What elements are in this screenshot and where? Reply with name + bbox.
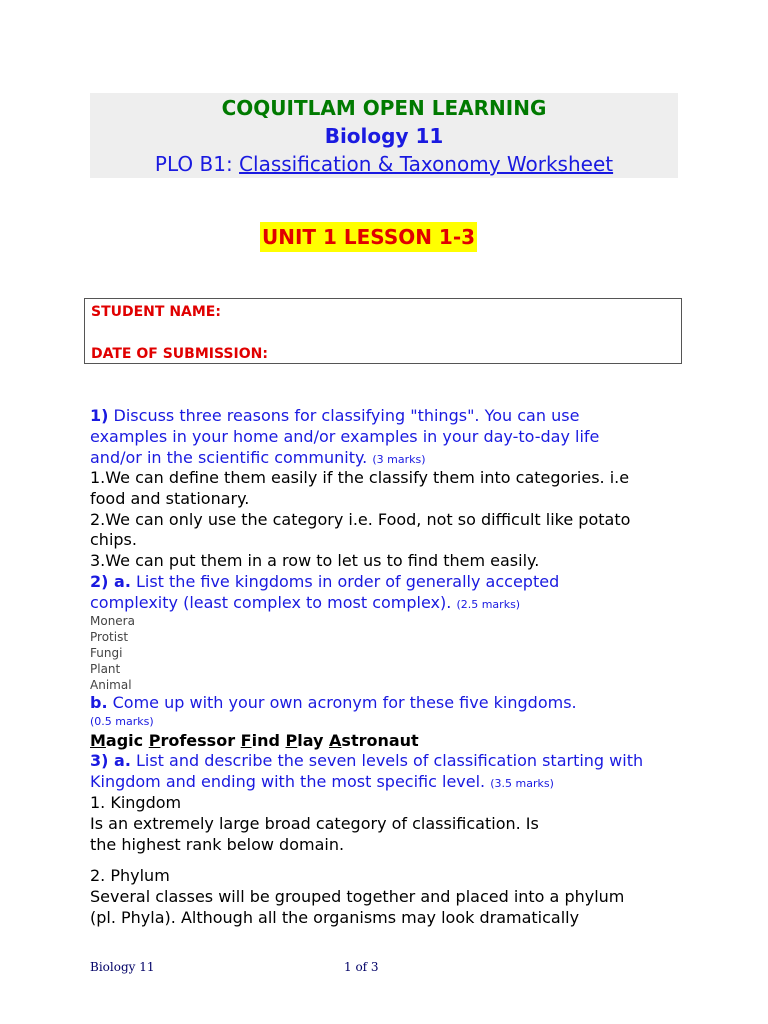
q3a-answer-line: the highest rank below domain. [90, 835, 345, 854]
q1-answer-line: 3.We can put them in a row to let us to find them easily. [90, 551, 540, 570]
q1-number: 1) [90, 406, 109, 425]
q2a-number: 2) a. [90, 572, 131, 591]
unit-heading: UNIT 1 LESSON 1-3 [260, 222, 477, 252]
q1-line-1: 1) Discuss three reasons for classifying "things". You can use [90, 406, 580, 425]
q3a-line-1: 3) a. List and describe the seven levels of classification starting with [90, 751, 644, 770]
school-title: COQUITLAM OPEN LEARNING [221, 96, 547, 120]
student-name-label: STUDENT NAME: [91, 304, 221, 320]
q3a-answer-line: 2. Phylum [90, 866, 170, 885]
course-title: Biology 11 [324, 124, 444, 148]
q2b-line: b. Come up with your own acronym for these five kingdoms. [90, 693, 577, 712]
q1-answer-line: 2.We can only use the category i.e. Food, not so difficult like potato [90, 510, 631, 529]
q1-marks: (3 marks) [372, 453, 426, 466]
q1-answer-line: chips. [90, 530, 137, 549]
worksheet-title: Classification & Taxonomy Worksheet [239, 152, 614, 176]
q1-answer-line: 1.We can define them easily if the classify them into categories. i.e [90, 468, 630, 487]
q3a-marks: (3.5 marks) [490, 777, 554, 790]
kingdom-list-item: Monera [90, 614, 135, 628]
q1-line-2: examples in your home and/or examples in your day-to-day life [90, 427, 600, 446]
kingdom-list-item: Protist [90, 630, 129, 644]
q1-line-3: and/or in the scientific community. (3 marks) [90, 448, 426, 467]
q2a-line-1: 2) a. List the five kingdoms in order of generally accepted [90, 572, 560, 591]
q2a-line-2: complexity (least complex to most complex). (2.5 marks) [90, 593, 521, 612]
document-header [90, 93, 678, 178]
page-number: 1 of 3 [344, 960, 379, 974]
kingdom-list-item: Animal [90, 678, 132, 692]
q3a-answer-line: 1. Kingdom [90, 793, 182, 812]
q3a-line-2: Kingdom and ending with the most specific level. (3.5 marks) [90, 772, 554, 791]
q3a-answer-line: Is an extremely large broad category of classification. Is [90, 814, 539, 833]
q1-answer-line: food and stationary. [90, 489, 250, 508]
q2b-number: b. [90, 693, 108, 712]
q3a-answer-line: Several classes will be grouped together and placed into a phylum [90, 887, 625, 906]
q2b-marks: (0.5 marks) [90, 715, 154, 728]
kingdom-list-item: Plant [90, 662, 121, 676]
kingdom-acronym: Magic Professor Find Play Astronaut [90, 731, 419, 750]
q2a-marks: (2.5 marks) [456, 598, 521, 611]
footer-course: Biology 11 [90, 960, 155, 974]
student-info-box [84, 298, 682, 364]
q3a-answer-line: (pl. Phyla). Although all the organisms may look dramatically [90, 908, 580, 927]
q3a-number: 3) a. [90, 751, 131, 770]
submission-date-label: DATE OF SUBMISSION: [91, 346, 268, 362]
kingdom-list-item: Fungi [90, 646, 123, 660]
plo-title [90, 151, 678, 177]
plo-prefix: PLO B1: [154, 152, 240, 176]
